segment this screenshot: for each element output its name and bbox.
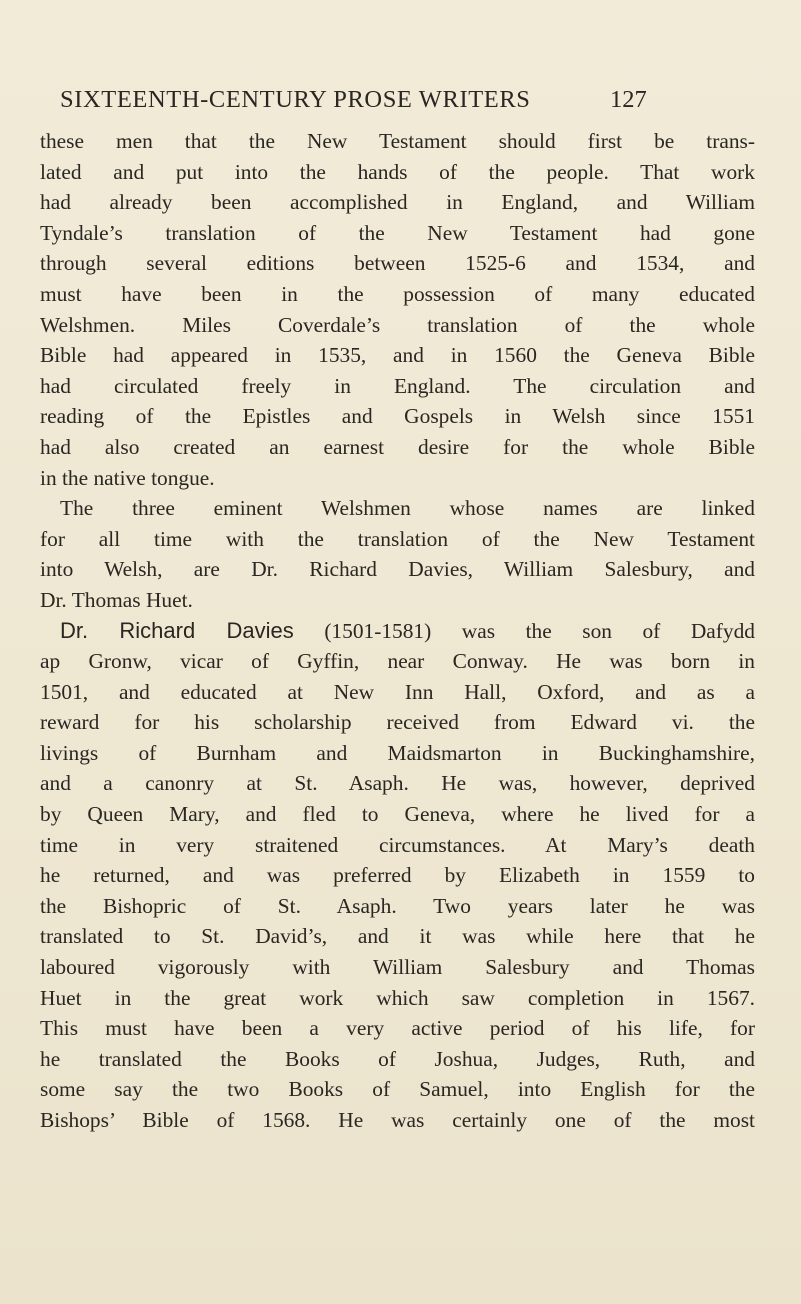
text-line: laboured vigorously with William Salesbury and Thomas [40, 955, 755, 980]
page-number: 127 [610, 86, 647, 113]
text-line: livings of Burnham and Maidsmarton in Buckinghamshire, [40, 740, 755, 765]
text-line: through several editions between 1525-6 and 1534, and [40, 251, 755, 276]
text-line: Bishops’ Bible of 1568. He was certainly one of the most [40, 1108, 755, 1132]
text-line: lated and put into the hands of the people. That work [40, 159, 755, 184]
text-line: reading of the Epistles and Gospels in Welsh since 1551 [40, 404, 755, 429]
text-line: into Welsh, are Dr. Richard Davies, William Salesbury, and [40, 557, 755, 582]
text-line: Tyndale’s translation of the New Testament had gone [40, 220, 755, 245]
text-line: had also created an earnest desire for the whole Bible [40, 434, 755, 459]
text-line: he returned, and was preferred by Elizabeth in 1559 to [40, 863, 755, 888]
text-line: 1501, and educated at New Inn Hall, Oxford, and as a [40, 679, 755, 704]
text-line: for all time with the translation of the New Testament [40, 526, 755, 551]
running-head [0, 86, 801, 120]
text-line: by Queen Mary, and fled to Geneva, where he lived for a [40, 802, 755, 827]
text-line: Welshmen. Miles Coverdale’s translation of the whole [40, 312, 755, 337]
body-text [40, 126, 755, 1136]
text-line: had already been accomplished in England, and William [40, 190, 755, 215]
text-line: ap Gronw, vicar of Gyffin, near Conway. He was born in [40, 649, 755, 674]
text-line: the Bishopric of St. Asaph. Two years later he was [40, 893, 755, 918]
text-line: he translated the Books of Joshua, Judges, Ruth, and [40, 1046, 755, 1071]
text-line: had circulated freely in England. The circulation and [40, 373, 755, 398]
paragraph-eminent-welshmen [40, 493, 755, 615]
text-line: in the native tongue. [40, 465, 215, 490]
text-line: and a canonry at St. Asaph. He was, however, deprived [40, 771, 755, 796]
text-line: The three eminent Welshmen whose names are linked [60, 496, 755, 521]
text-line: some say the two Books of Samuel, into English for the [40, 1077, 755, 1102]
text-line: reward for his scholarship received from Edward vi. the [40, 710, 755, 735]
paragraph-richard-davies [40, 616, 755, 1136]
section-heading: Dr. Richard Davies [60, 617, 294, 643]
text-line [40, 616, 755, 647]
text-line: these men that the New Testament should first be trans- [40, 129, 755, 153]
section-first-line: (1501-1581) was the son of Dafydd [324, 618, 755, 643]
text-line: This must have been a very active period of his life, for [40, 1016, 755, 1041]
text-line: time in very straitened circumstances. At Mary’s death [40, 832, 755, 857]
text-line: Bible had appeared in 1535, and in 1560 the Geneva Bible [40, 343, 755, 368]
text-line: Dr. Thomas Huet. [40, 587, 193, 612]
running-title: SIXTEENTH-CENTURY PROSE WRITERS [60, 86, 531, 113]
text-line: must have been in the possession of many educated [40, 281, 755, 306]
text-line: translated to St. David’s, and it was while here that he [40, 924, 755, 949]
text-line: Huet in the great work which saw completion in 1567. [40, 985, 755, 1010]
paragraph-intro [40, 126, 755, 493]
